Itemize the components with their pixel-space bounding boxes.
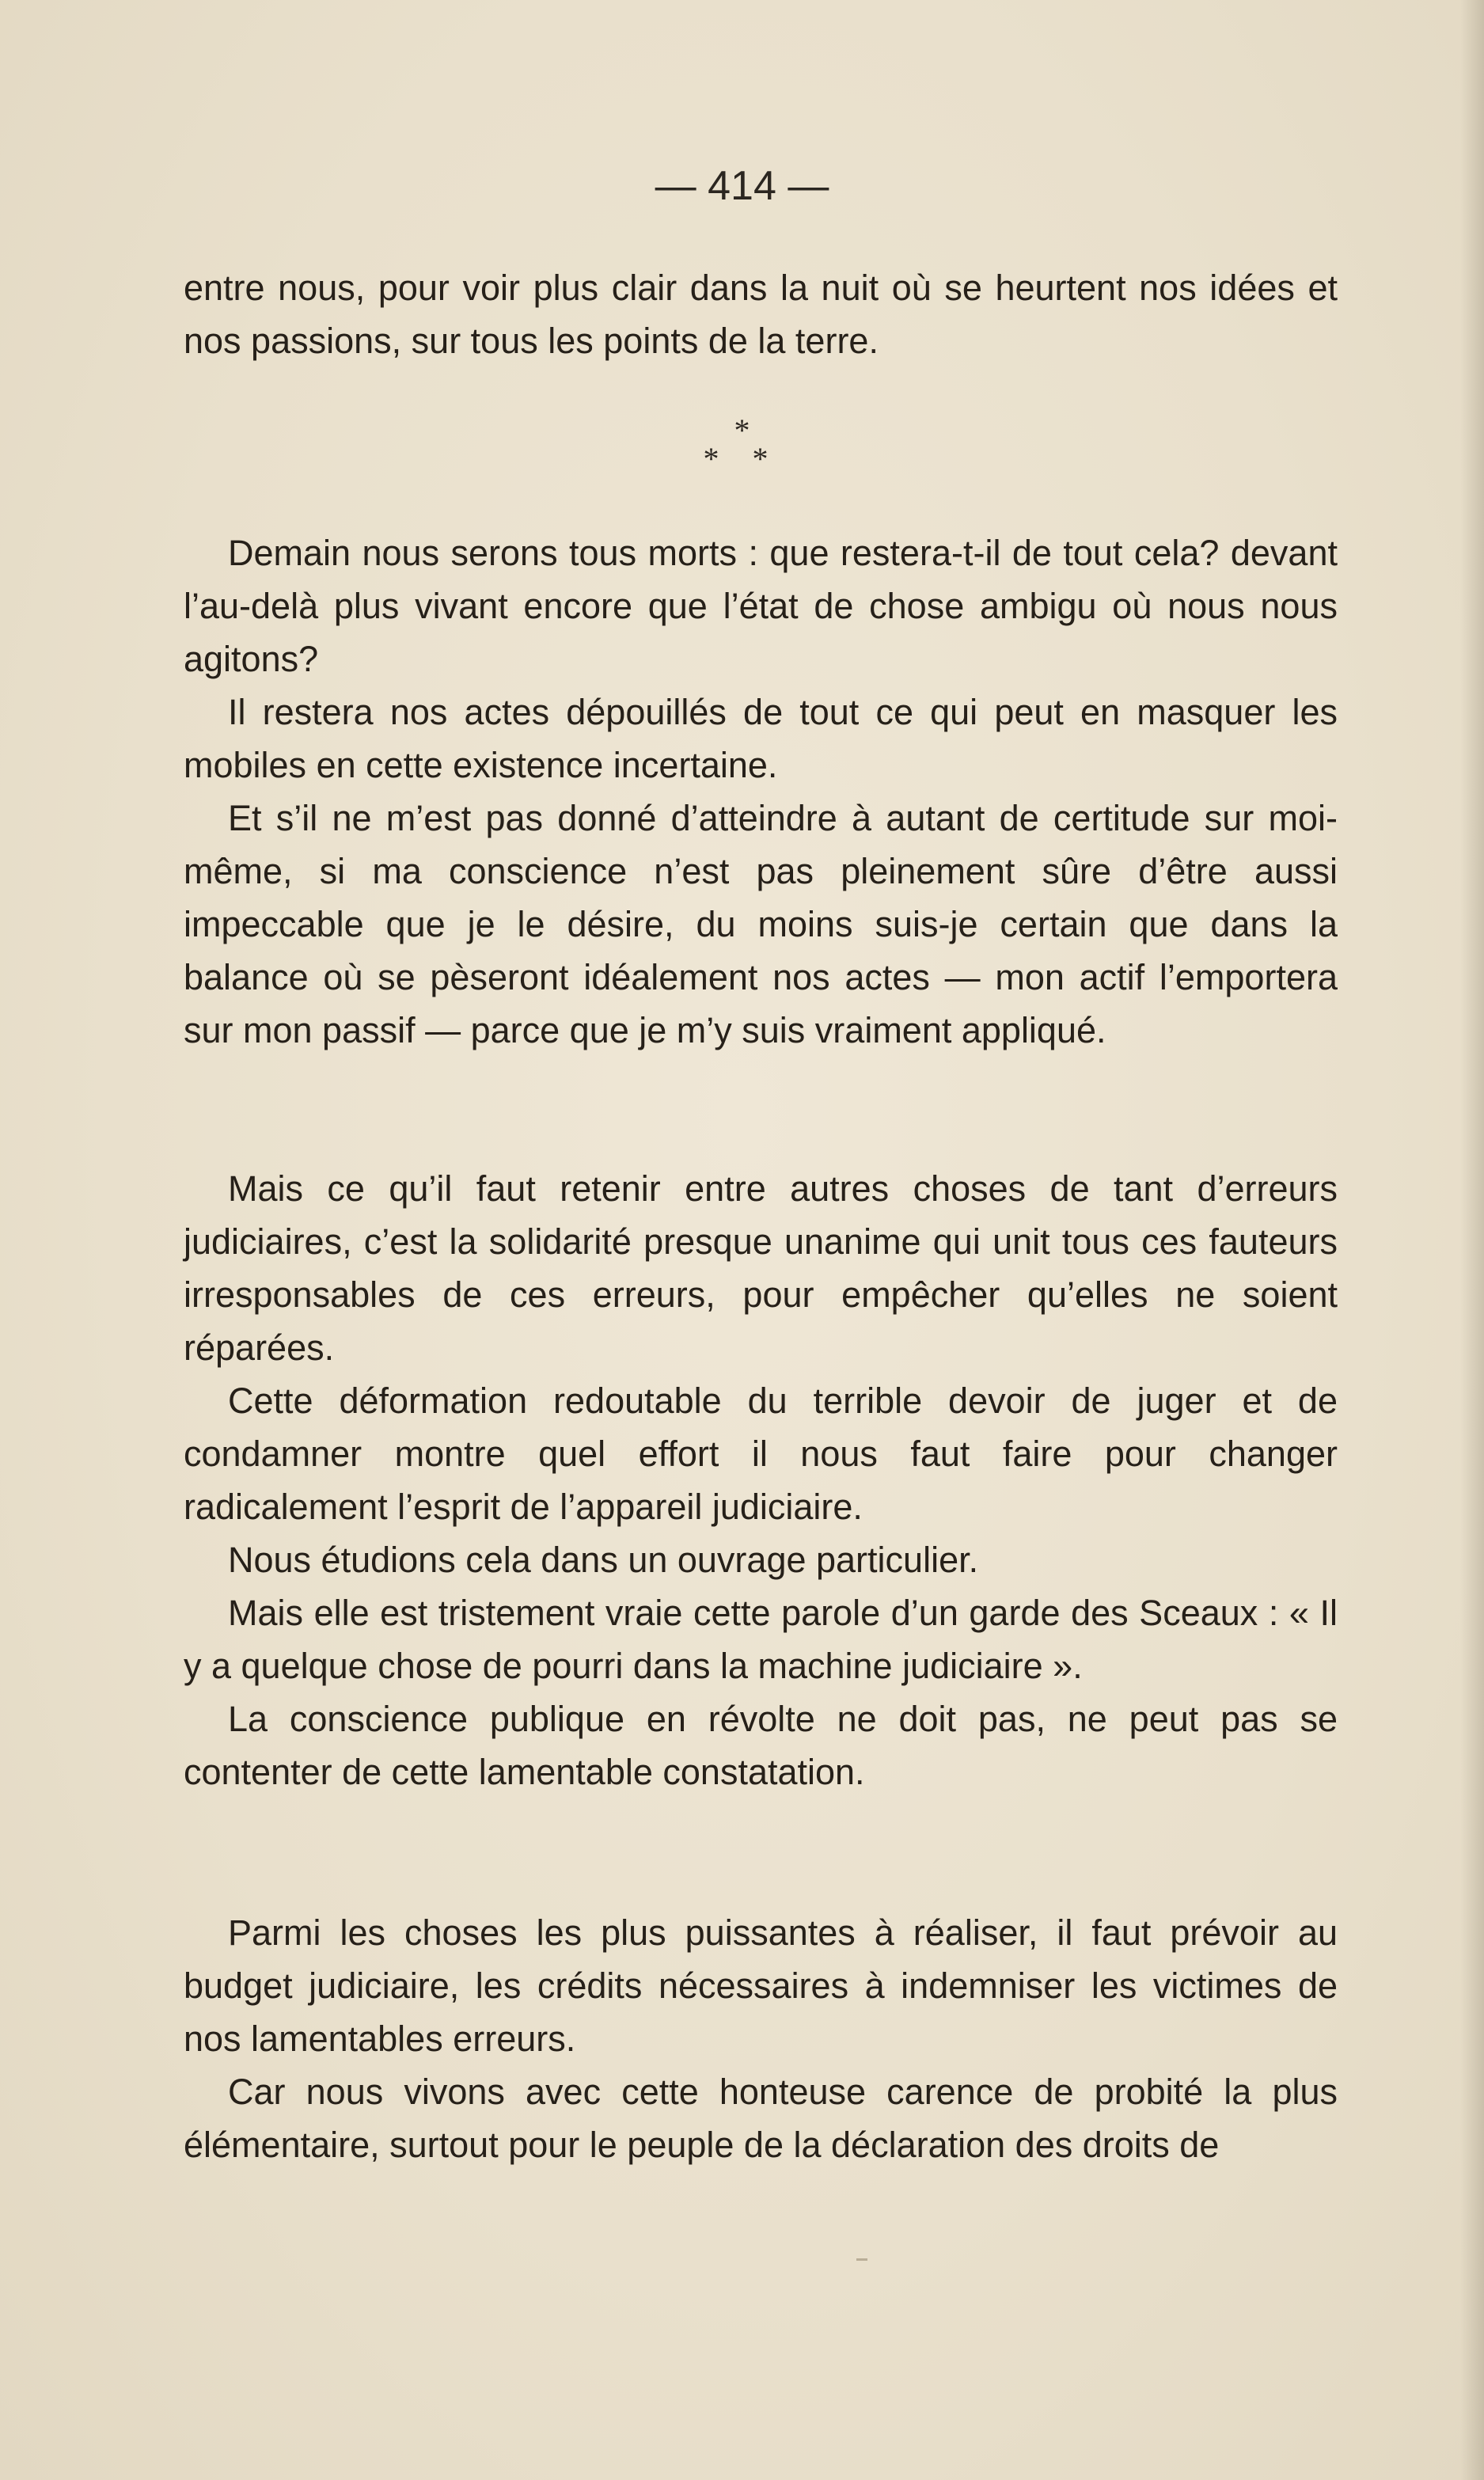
asterism-bottom: * *	[703, 441, 781, 477]
page-number: — 414 —	[655, 163, 829, 209]
paragraph: Car nous vivons avec cette honteuse carence de probité la plus élémentaire, surtout pour le peuple de la déclaration des droits de	[184, 2072, 1338, 2165]
text-block-erreurs	[184, 1162, 1338, 1798]
text-block-demain	[184, 526, 1338, 1057]
paragraph: Cette déformation redoutable du terrible devoir de juger et de condamner montre quel effort il nous faut faire pour changer radicalement l’esprit de l’appareil judiciaire.	[184, 1381, 1338, 1527]
page-gutter-shadow	[1460, 0, 1484, 2480]
paragraph: Mais ce qu’il faut retenir entre autres choses de tant d’erreurs judiciaires, c’est la solidarité presque unanime qui unit tous ces fauteurs irresponsables de ces erreurs, pour empêcher qu’elles ne soient réparées.	[184, 1168, 1338, 1368]
paragraph: Parmi les choses les plus puissantes à réaliser, il faut prévoir au budget judiciaire, les crédits nécessaires à indemniser les victimes de nos lamentables erreurs.	[184, 1912, 1338, 2059]
printer-mark	[856, 2258, 867, 2261]
text-block-opening	[184, 261, 1338, 367]
paragraph: Nous étudions cela dans un ouvrage particulier.	[228, 1540, 979, 1580]
text-block-parmi	[184, 1906, 1338, 2171]
paragraph: entre nous, pour voir plus clair dans la nuit où se heurtent nos idées et nos passions, sur tous les points de la terre.	[184, 268, 1338, 361]
paragraph: Mais elle est tristement vraie cette parole d’un garde des Sceaux : « Il y a quelque chose de pourri dans la machine judiciaire ».	[184, 1593, 1338, 1686]
section-break-asterism	[0, 412, 1484, 475]
paragraph: Demain nous serons tous morts : que restera-t-il de tout cela? devant l’au-delà plus vivant encore que l’état de chose ambigu où nous nous agitons?	[184, 533, 1338, 679]
paragraph: La conscience publique en révolte ne doit pas, ne peut pas se contenter de cette lamentable constatation.	[184, 1699, 1338, 1792]
paragraph: Et s’il ne m’est pas donné d’atteindre à autant de certitude sur moi-même, si ma conscience n’est pas pleinement sûre d’être aussi impeccable que je le désire, du moins suis-je certain que dans la balance où se pèseront idéalement nos actes — mon actif l’emportera sur mon passif — parce que je m’y suis vraiment appliqué.	[184, 798, 1338, 1050]
paragraph: Il restera nos actes dépouillés de tout ce qui peut en masquer les mobiles en cette existence incertaine.	[184, 692, 1338, 785]
asterism-top: *	[734, 412, 750, 448]
